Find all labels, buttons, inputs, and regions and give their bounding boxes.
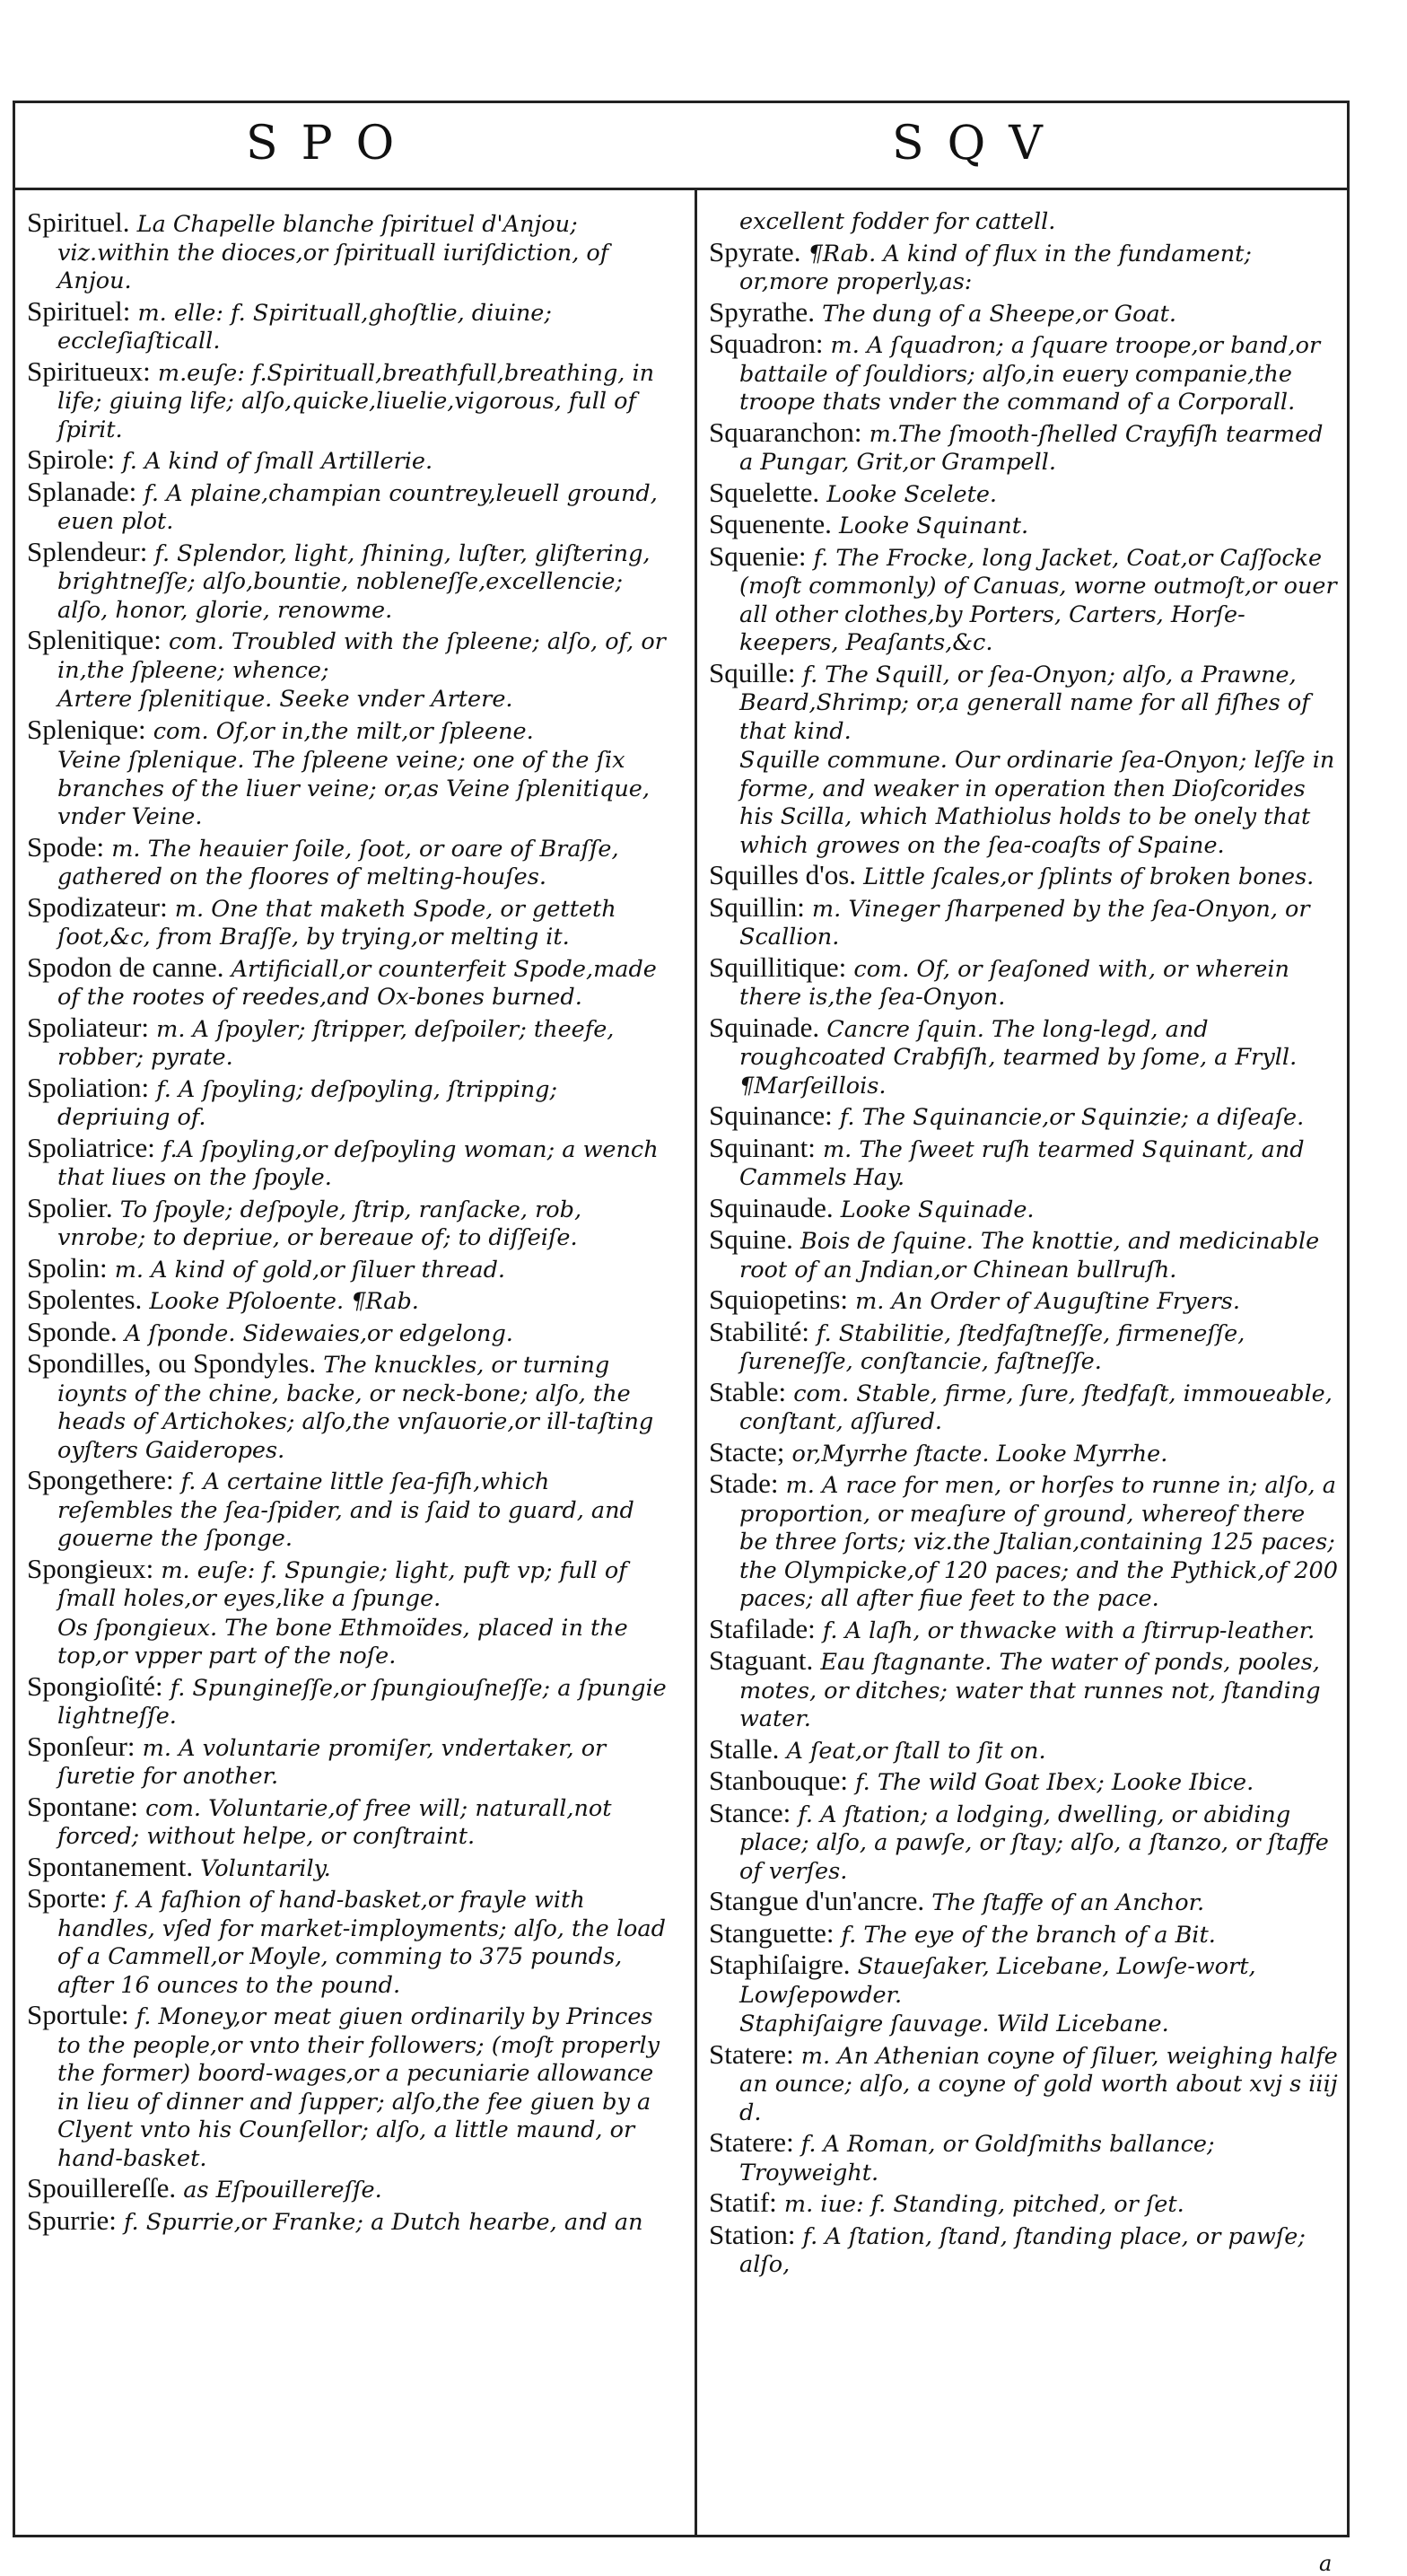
dictionary-entry — [709, 656, 1339, 747]
headword: Spolier. — [27, 1191, 113, 1223]
definition: Looke Squinant. — [839, 513, 1029, 539]
dictionary-entry — [27, 1251, 671, 1285]
definition: The dung of a Sheepe,or Goat. — [822, 300, 1177, 328]
headword: Spongieux: — [27, 1552, 154, 1584]
dictionary-entry — [27, 357, 671, 445]
definition: f.A ſpoyling,or deſpoyling woman; a wench that liues on the ſpoyle. — [57, 1135, 659, 1191]
dictionary-entry — [709, 1013, 1339, 1101]
headword: Staphiſaigre. — [709, 1949, 851, 1980]
dictionary-entry — [709, 1375, 1339, 1437]
headword: Spoliatrice: — [27, 1131, 155, 1163]
headword: Station: — [709, 2218, 796, 2250]
definition: Cancre ſquin. The long-legd, and roughcoated Crabfiſh, tearmed by ſome, a Fryll. ¶Marſeillois. — [739, 1015, 1298, 1100]
headword: Squilles d'os. — [709, 859, 857, 890]
dictionary-entry — [709, 539, 1339, 658]
definition: f. A faſhion of hand-basket,or frayle with handles, vſed for market-imployments; alſo, the load of a Cammell,or Moyle, comming to 375 pounds, after 16 ounces to the pound. — [57, 1887, 666, 1999]
dictionary-entry — [27, 890, 671, 952]
dictionary-entry — [27, 953, 671, 1012]
dictionary-entry — [27, 686, 671, 714]
dictionary-entry — [709, 2011, 1339, 2039]
definition: m. One that maketh Spode, or getteth ſoot,&c, from Braſſe, by trying,or melting it. — [57, 895, 616, 951]
definition: m. An Order of Auguſtine Fryers. — [855, 1288, 1240, 1315]
definition: m. A race for men, or horſes to runne in; alſo, a proportion, or meaſure of ground, whereof there be three ſorts; viz.the Jtalian,containing 125 paces; the Olympicke,of 120 paces; and the Pythick,of 200 paces; all after fiue feet to the pace. — [739, 1472, 1338, 1612]
dictionary-entry — [709, 2218, 1339, 2280]
headword: Spyrathe. — [709, 295, 815, 328]
headword: Squiopetins: — [709, 1284, 849, 1315]
headword: Squinance: — [709, 1100, 833, 1131]
headword: Stalle. — [709, 1732, 780, 1765]
headword: Squenie: — [709, 539, 807, 572]
dictionary-entry — [27, 1732, 671, 1792]
headword: Spode: — [27, 830, 105, 863]
dictionary-entry — [709, 1887, 1339, 1918]
column-divider — [695, 190, 697, 2537]
definition: m. A ſpoyler; ſtripper, deſpoiler; theefe, robber; pyrate. — [57, 1015, 615, 1071]
headword: Spoliation: — [27, 1071, 150, 1103]
left-column — [27, 208, 671, 2238]
definition: Artere ſplenitique. Seeke vnder Artere. — [57, 686, 513, 713]
headword: Sportule: — [27, 1999, 129, 2030]
dictionary-entry — [27, 1131, 671, 1193]
dictionary-entry — [27, 2206, 671, 2238]
headword: Squine. — [709, 1223, 793, 1255]
headword: Spontane: — [27, 1790, 138, 1822]
definition: Os ſpongieux. The bone Ethmoïdes, placed in the top,or vpper part of the noſe. — [57, 1614, 628, 1669]
dictionary-entry — [709, 861, 1339, 892]
definition: f. Splendor, light, ſhining, luſter, gliſtering, brightneſſe; alſo,bountie, nobleneſſe,excellencie; alſo, honor, glorie, renowme. — [57, 539, 651, 624]
headword: Spodon de canne. — [27, 951, 224, 983]
definition: f. A Roman, or Goldſmiths ballance; Troyweight. — [739, 2131, 1215, 2186]
definition: m. euſe: f. Spungie; light, puft vp; full of ſmall holes,or eyes,like a ſpunge. — [57, 1556, 627, 1612]
dictionary-entry — [27, 1850, 671, 1884]
dictionary-entry — [709, 235, 1339, 297]
headword: Spirituel. — [27, 206, 130, 238]
catchword: a — [1319, 2551, 1333, 2576]
definition: as Eſpouillereſſe. — [183, 2177, 382, 2204]
dictionary-entry — [709, 510, 1339, 541]
dictionary-entry — [709, 1612, 1339, 1646]
dictionary-entry — [27, 1466, 671, 1554]
headword: Splenique: — [27, 713, 146, 745]
definition: ¶Rab. A kind of flux in the fundament; or,more properly,as: — [739, 240, 1252, 295]
dictionary-entry — [27, 2174, 671, 2205]
definition: Staphiſaigre ſauvage. Wild Licebane. — [739, 2011, 1169, 2037]
headword: Statere: — [709, 2037, 794, 2070]
headword: Squadron: — [709, 328, 824, 359]
dictionary-entry — [27, 445, 671, 477]
definition: m. A voluntarie promiſer, vndertaker, or ſuretie for another. — [57, 1734, 607, 1790]
dictionary-entry — [27, 830, 671, 892]
definition: m. The ſweet ruſh tearmed Squinant, and Cammels Hay. — [739, 1135, 1305, 1191]
definition: To ſpoyle; deſpoyle, ſtrip, ranſacke, rob, vnrobe; to depriue, or bereaue of; to diſſeiſe. — [57, 1196, 582, 1251]
headword: Spodizateur: — [27, 890, 168, 923]
definition: f. The wild Goat Ibex; Looke Ibice. — [855, 1769, 1254, 1796]
headword: Splenitique: — [27, 624, 162, 655]
definition: Artificiall,or counterfeit Spode,made of the rootes of reedes,and Ox-bones burned. — [57, 955, 657, 1011]
dictionary-entry — [27, 715, 671, 747]
headword: Sponde. — [27, 1315, 118, 1347]
definition: m. An Athenian coyne of ſiluer, weighing halfe an ounce; alſo, a coyne of gold worth about xvj s iiij d. — [739, 2042, 1338, 2126]
headword: Stacte; — [709, 1435, 785, 1468]
headword: Squillitique: — [709, 951, 847, 983]
dictionary-entry — [709, 295, 1339, 329]
headword: Stable: — [709, 1375, 787, 1407]
definition: f. Spungineſſe,or ſpungiouſneſſe; a ſpungie lightneſſe. — [57, 1674, 667, 1730]
headword: Stabilité: — [709, 1315, 809, 1347]
definition: f. The Squinancie,or Squinzie; a diſeaſe. — [839, 1104, 1305, 1131]
dictionary-entry — [27, 626, 671, 685]
dictionary-entry — [27, 1315, 671, 1349]
dictionary-entry — [27, 1191, 671, 1253]
headword: Statif: — [709, 2186, 777, 2218]
dictionary-entry — [27, 475, 671, 537]
definition: f. The eye of the branch of a Bit. — [841, 1921, 1216, 1949]
headword: Stanguette: — [709, 1916, 835, 1949]
definition: A ſponde. Sidewaies,or edgelong. — [124, 1319, 513, 1347]
dictionary-entry — [27, 1073, 671, 1133]
definition: La Chapelle blanche ſpirituel d'Anjou; viz.within the dioces,or ſpirituall iuriſdiction, of Anjou. — [57, 211, 609, 294]
definition: Squille commune. Our ordinarie ſea-Onyon; leſſe in forme, and weaker in operation then Dioſcorides his Scilla, which Mathiolus holds to be onely that which growes on the ſea-coaſts of Spaine. — [739, 747, 1335, 859]
definition: f. A ſtation, ſtand, ſtanding place, or pawſe; alſo, — [739, 2222, 1306, 2278]
headword: Spurrie: — [27, 2204, 117, 2236]
headword: Statere: — [709, 2126, 794, 2158]
dictionary-entry — [709, 747, 1339, 860]
dictionary-entry — [709, 1646, 1339, 1734]
headword: Squinant: — [709, 1131, 816, 1163]
headword: Spoliateur: — [27, 1011, 150, 1043]
dictionary-entry — [709, 2188, 1339, 2220]
headword: Stanbouque: — [709, 1765, 848, 1796]
dictionary-entry — [27, 1792, 671, 1852]
definition: m. A ſquadron; a ſquare troope,or band,or battaile of ſouldiors; alſo,in euery companie,the troope thats vnder the command of a Corporall. — [739, 332, 1321, 416]
definition: f. A kind of ſmall Artillerie. — [122, 448, 433, 475]
headword: Spirole: — [27, 443, 116, 475]
dictionary-entry — [709, 329, 1339, 417]
definition: Voluntarily. — [200, 1854, 331, 1882]
dictionary-entry — [27, 1285, 671, 1317]
dictionary-entry — [27, 1349, 671, 1465]
headword: Squille: — [709, 656, 796, 688]
headword: Spongethere: — [27, 1464, 174, 1495]
definition: f. The Frocke, long Jacket, Coat,or Caſſocke (moſt commonly) of Canuas, worne outmoſt,or ouer all other clothes,by Porters, Carters, Horſe-keepers, Peaſants,&c. — [739, 544, 1337, 656]
dictionary-entry — [27, 1884, 671, 2000]
headword: Spontanement. — [27, 1850, 194, 1882]
dictionary-entry — [709, 1435, 1339, 1469]
definition: f. A plaine,champian countrey,leuell ground, euen plot. — [57, 479, 658, 535]
headword: Sporte: — [27, 1882, 108, 1914]
headword: Spolentes. — [27, 1284, 143, 1315]
definition: Eau ſtagnante. The water of ponds, pooles, motes, or ditches; water that runnes not, ſtanding water. — [739, 1649, 1321, 1732]
dictionary-entry — [709, 953, 1339, 1012]
dictionary-entry — [709, 1766, 1339, 1798]
definition: Looke Squinade. — [840, 1196, 1035, 1223]
definition: f. A ſtation; a lodging, dwelling, or abiding place; alſo, a pawſe, or ſtay; alſo, a ſtanzo, or ſtaffe of verſes. — [739, 1801, 1329, 1885]
headword: Splanade: — [27, 475, 137, 507]
headword: Stance: — [709, 1796, 791, 1828]
definition: Veine ſplenique. The ſpleene veine; one of the ſix branches of the liuer veine; or,as Veine ſplenitique, vnder Veine. — [57, 747, 650, 830]
definition: com. Voluntarie,of free will; naturall,not forced; without helpe, or conſtraint. — [57, 1794, 612, 1850]
definition: The ſtaffe of an Anchor. — [931, 1889, 1205, 1916]
header-right: SQV — [892, 117, 1066, 171]
headword: Squelette. — [709, 476, 820, 508]
dictionary-entry — [709, 2128, 1339, 2187]
definition: com. Troubled with the ſpleene; alſo, of, or in,the ſpleene; whence; — [57, 628, 666, 684]
definition: The knuckles, or turning ioynts of the chine, backe, or neck-bone; alſo, the heads of Artichokes; alſo,the vnſauorie,or ill-taſting oyſters Gaideropes. — [57, 1352, 654, 1464]
definition: com. Stable, firme, ſure, ſtedfaſt, immoueable, conſtant, aſſured. — [739, 1380, 1333, 1435]
dictionary-entry — [709, 1131, 1339, 1193]
definition: m.The ſmooth-ſhelled Crayfiſh tearmed a Pungar, Grit,or Grampell. — [739, 420, 1324, 476]
headword: Spondilles, ou Spondyles. — [27, 1347, 317, 1379]
definition: f. The Squill, or ſea-Onyon; alſo, a Prawne, Beard,Shrimp; or,a generall name for all fiſhes of that kind. — [739, 661, 1310, 745]
definition: com. Of, or ſeaſoned with, or wherein there is,the ſea-Onyon. — [739, 955, 1289, 1011]
definition: Bois de ſquine. The knottie, and medicinable root of an Jndian,or Chinean bullruſh. — [739, 1228, 1320, 1284]
dictionary-entry — [27, 535, 671, 626]
dictionary-entry — [709, 1916, 1339, 1950]
headword: Spolin: — [27, 1251, 108, 1284]
dictionary-entry — [709, 1950, 1339, 2010]
definition: A ſeat,or ſtall to ſit on. — [786, 1737, 1046, 1765]
definition: m.euſe: f.Spirituall,breathfull,breathing, in life; giuing life; alſo,quicke,liuelie,vigorous, full of ſpirit. — [57, 359, 655, 443]
definition: Little ſcales,or ſplints of broken bones. — [863, 863, 1315, 890]
dictionary-entry — [709, 1796, 1339, 1887]
dictionary-entry — [709, 418, 1339, 478]
headword: Splendeur: — [27, 535, 148, 567]
definition: f. A laſh, or thwacke with a ſtirrup-leather. — [822, 1617, 1315, 1644]
definition: Looke Pſoloente. ¶Rab. — [149, 1288, 419, 1315]
headword: Spirituel: — [27, 294, 131, 327]
dictionary-entry — [27, 1552, 671, 1614]
dictionary-entry — [27, 2001, 671, 2173]
headword: Staguant. — [709, 1644, 814, 1676]
definition: f. Stabilitie, ſtedfaſtneſſe, firmeneſſe, ſureneſſe, conſtancie, faſtneſſe. — [739, 1319, 1245, 1375]
dictionary-entry — [27, 1615, 671, 1671]
definition: m. iue: f. Standing, pitched, or ſet. — [783, 2191, 1184, 2218]
dictionary-entry — [709, 1191, 1339, 1225]
headword: Squinade. — [709, 1011, 820, 1043]
dictionary-entry — [709, 478, 1339, 510]
dictionary-entry — [709, 2037, 1339, 2128]
definition: Looke Scelete. — [826, 480, 998, 508]
dictionary-entry — [709, 1732, 1339, 1766]
definition: excellent fodder for cattell. — [739, 208, 1056, 235]
definition: m. elle: f. Spirituall,ghoſtlie, diuine; eccleſiaſticall. — [57, 299, 552, 355]
headword: Squinaude. — [709, 1191, 834, 1223]
headword: Spiritueux: — [27, 355, 151, 387]
dictionary-entry — [709, 1101, 1339, 1133]
definition: m. The heauier ſoile, ſoot, or oare of Braſſe, gathered on the floores of melting-houſes. — [57, 835, 619, 890]
definition: f. Money,or meat giuen ordinarily by Princes to the people,or vnto their followers; (moſt properly the former) boord-wages,or a pecuniarie allowance in lieu of dinner and ſupper; alſo,the fee giuen by a Clyent vnto his Counſellor; alſo, a little maund, or hand-basket. — [57, 2003, 660, 2172]
dictionary-entry — [27, 1013, 671, 1073]
dictionary-entry — [709, 1469, 1339, 1614]
dictionary-entry — [27, 747, 671, 832]
headword: Spyrate. — [709, 235, 801, 267]
definition: f. Spurrie,or Franke; a Dutch hearbe, and an — [123, 2208, 643, 2236]
dictionary-entry — [709, 208, 1339, 237]
definition: m. A kind of gold,or ſiluer thread. — [114, 1256, 506, 1284]
dictionary-entry — [27, 1669, 671, 1731]
headword: Squenente. — [709, 508, 832, 539]
definition: Staueſaker, Licebane, Lowſe-wort, Lowſepowder. — [739, 1953, 1256, 2009]
dictionary-entry — [709, 1285, 1339, 1317]
running-header — [13, 101, 1350, 190]
definition: com. Of,or in,the milt,or ſpleene. — [153, 717, 534, 745]
definition: m. Vineger ſharpened by the ſea-Onyon, or Scallion. — [739, 895, 1310, 951]
definition: f. A ſpoyling; deſpoyling, ſtripping; depriuing of. — [57, 1075, 558, 1131]
headword: Squillin: — [709, 890, 805, 923]
dictionary-entry — [27, 294, 671, 356]
headword: Stade: — [709, 1468, 779, 1499]
headword: Spouillereſſe. — [27, 2172, 177, 2204]
dictionary-entry — [709, 1315, 1339, 1377]
definition: f. A certaine little ſea-fiſh,which reſembles the ſea-ſpider, and is ſaid to guard, and gouerne the ſponge. — [57, 1468, 634, 1552]
headword: Stangue d'un'ancre. — [709, 1885, 925, 1916]
dictionary-entry — [709, 890, 1339, 952]
definition: or,Myrrhe ſtacte. Looke Myrrhe. — [791, 1440, 1168, 1468]
dictionary-entry — [27, 208, 671, 296]
right-column — [709, 208, 1339, 2281]
dictionary-entry — [709, 1225, 1339, 1284]
headword: Sponſeur: — [27, 1730, 135, 1762]
headword: Stafilade: — [709, 1612, 816, 1644]
headword: Spongioſité: — [27, 1669, 163, 1702]
header-left: SPO — [246, 117, 418, 171]
headword: Squaranchon: — [709, 416, 862, 448]
